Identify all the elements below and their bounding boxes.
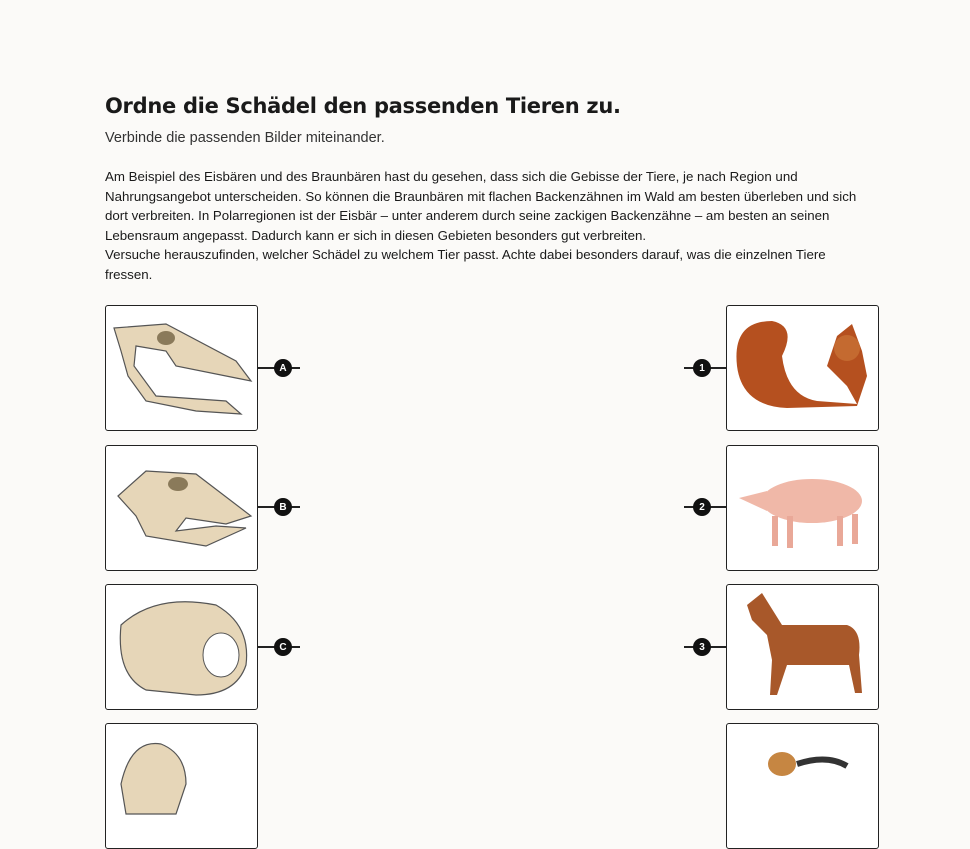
pig-image	[727, 446, 878, 570]
rodent-skull-image	[106, 585, 257, 709]
squirrel-image	[727, 306, 878, 430]
connector-dot-3[interactable]: 3	[693, 638, 711, 656]
animal-card-4[interactable]	[726, 723, 879, 849]
instruction: Verbinde die passenden Bilder miteinander.	[105, 130, 385, 146]
connector-dot-2[interactable]: 2	[693, 498, 711, 516]
horse-skull-image	[106, 306, 257, 430]
connector-dot-c[interactable]: C	[274, 638, 292, 656]
page-title: Ordne die Schädel den passenden Tieren zu.	[105, 94, 621, 118]
dog-image	[727, 724, 878, 848]
connector-dot-1[interactable]: 1	[693, 359, 711, 377]
skull-card-c[interactable]	[105, 584, 258, 710]
intro-paragraph: Am Beispiel des Eisbären und des Braunbären hast du gesehen, dass sich die Gebisse der Tiere, je nach Region und Nahrungsangebot unterscheiden. So können die Braunbären mit flachen Backenzähnen im Wald am besten überleben und sich dort verbreiten. In Polarregionen ist der Eisbär – unter anderem durch seine zackigen Backenzähne – am besten an seinen Lebensraum angepasst. Dadurch kann er sich in diesen Gebieten besonders gut verbreiten.	[105, 169, 857, 243]
skull-card-b[interactable]	[105, 445, 258, 571]
intro-paragraph: Versuche herauszufinden, welcher Schädel zu welchem Tier passt. Achte dabei besonders darauf, was die einzelnen Tiere fressen.	[105, 247, 826, 282]
connector-dot-a[interactable]: A	[274, 359, 292, 377]
animal-card-2[interactable]	[726, 445, 879, 571]
intro-text	[105, 167, 865, 284]
horse-image	[727, 585, 878, 709]
animal-card-1[interactable]	[726, 305, 879, 431]
connector-dot-b[interactable]: B	[274, 498, 292, 516]
animal-card-3[interactable]	[726, 584, 879, 710]
dog-skull-image	[106, 724, 257, 848]
skull-card-a[interactable]	[105, 305, 258, 431]
skull-card-d[interactable]	[105, 723, 258, 849]
pig-skull-image	[106, 446, 257, 570]
